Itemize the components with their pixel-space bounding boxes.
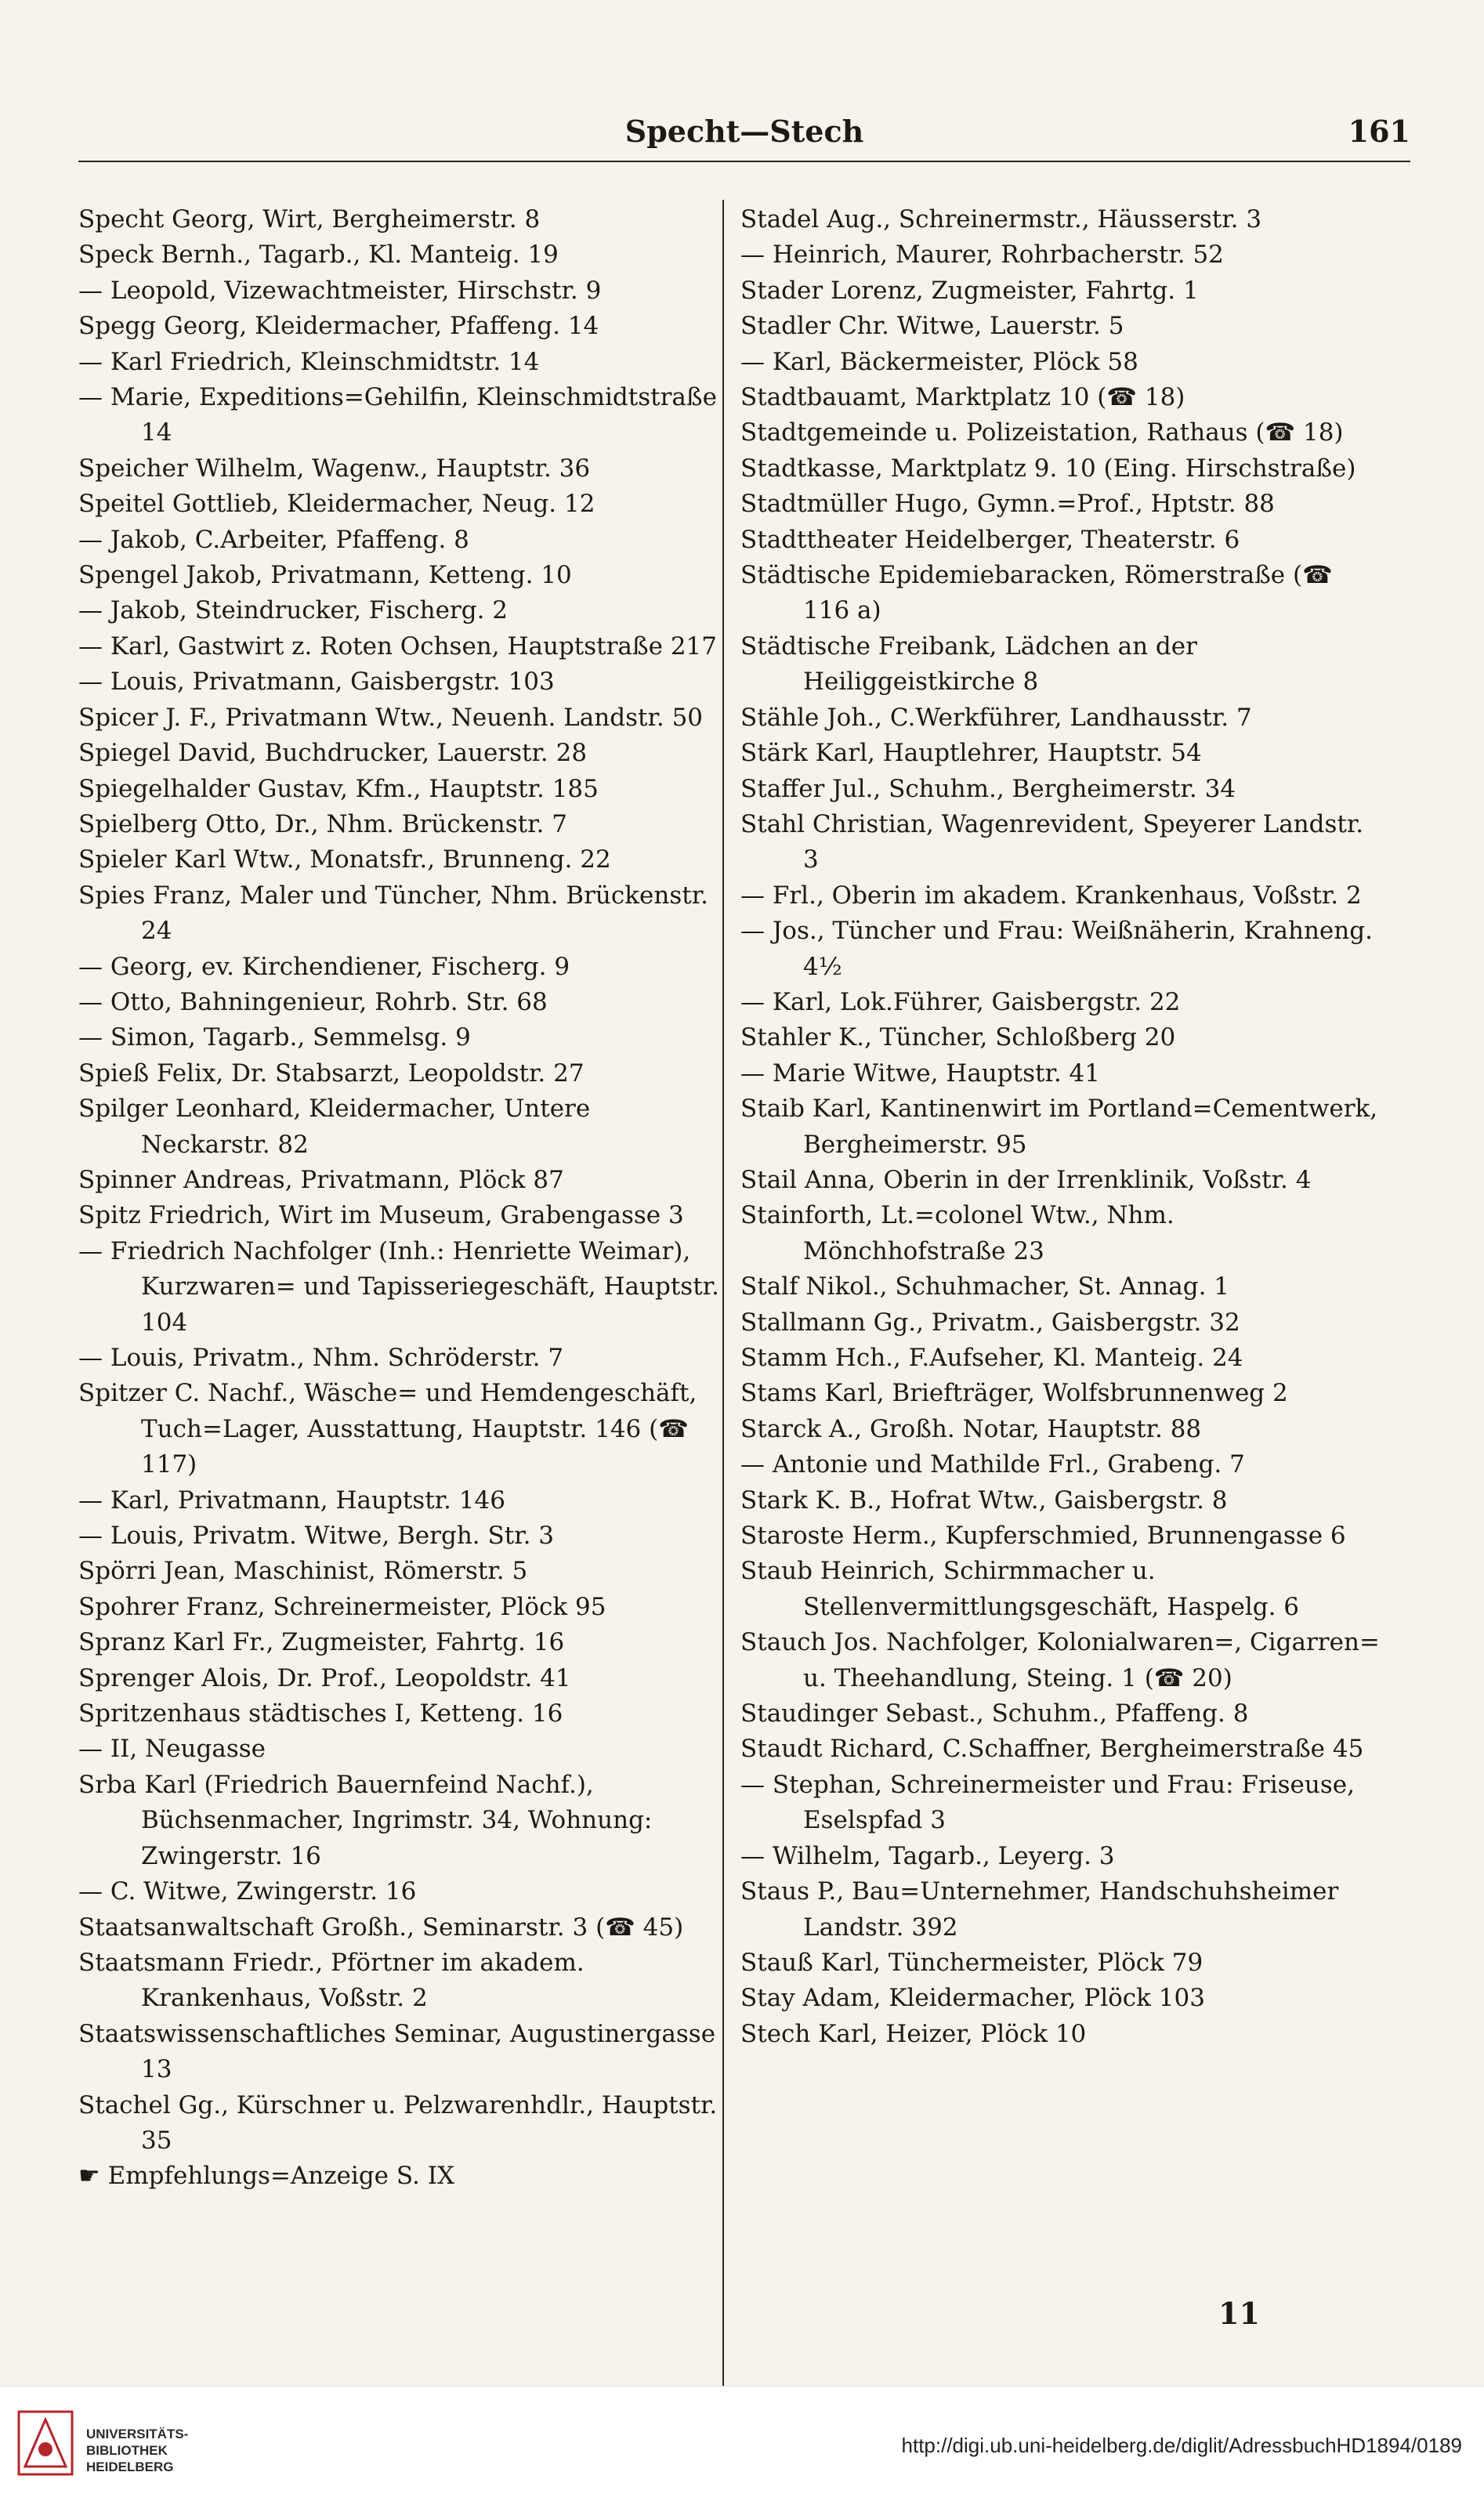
directory-entry: — Louis, Privatmann, Gaisbergstr. 103 [78, 668, 555, 697]
directory-entry: Sprenger Alois, Dr. Prof., Leopoldstr. 41 [78, 1663, 571, 1692]
directory-entry: Staus P., Bau=Unternehmer, Handschuhsheimer Landstr. 392 [740, 1877, 1339, 1942]
source-url-link[interactable]: http://digi.ub.uni-heidelberg.de/diglit/AdressbuchHD1894/0189 [901, 2434, 1462, 2457]
directory-entry: Spiegelhalder Gustav, Kfm., Hauptstr. 185 [78, 774, 599, 803]
directory-entry: Stadtkasse, Marktplatz 9. 10 (Eing. Hirschstraße) [740, 454, 1356, 483]
directory-entry: Speck Bernh., Tagarb., Kl. Manteig. 19 [78, 241, 559, 270]
directory-entry: Spohrer Franz, Schreinermeister, Plöck 95 [78, 1592, 606, 1621]
directory-entry: Spies Franz, Maler und Tüncher, Nhm. Brückenstr. 24 [78, 881, 708, 946]
directory-entry: Stauß Karl, Tünchermeister, Plöck 79 [740, 1948, 1203, 1977]
logo-line: HEIDELBERG [86, 2459, 174, 2474]
directory-entry: — Karl Friedrich, Kleinschmidtstr. 14 [78, 347, 540, 376]
directory-entry: Spitzer C. Nachf., Wäsche= und Hemdengeschäft, Tuch=Lager, Ausstattung, Hauptstr. 146 (☎ 117) [78, 1379, 697, 1479]
directory-entry: Stadler Chr. Witwe, Lauerstr. 5 [740, 312, 1124, 341]
directory-entry: Staffer Jul., Schuhm., Bergheimerstr. 34 [740, 774, 1236, 803]
library-logo[interactable] [14, 2404, 189, 2482]
directory-entry: — Heinrich, Maurer, Rohrbacherstr. 52 [740, 241, 1224, 270]
directory-entry: Staudt Richard, C.Schaffner, Bergheimerstraße 45 [740, 1735, 1364, 1764]
directory-entry: Speitel Gottlieb, Kleidermacher, Neug. 12 [78, 490, 595, 519]
directory-entry: — Jos., Tüncher und Frau: Weißnäherin, Krahneng. 4½ [740, 917, 1373, 981]
directory-entry: — Louis, Privatm., Nhm. Schröderstr. 7 [78, 1344, 564, 1372]
directory-entry: — Karl, Gastwirt z. Roten Ochsen, Hauptstraße 217 [78, 632, 717, 661]
directory-entry: Stalf Nikol., Schuhmacher, St. Annag. 1 [740, 1272, 1230, 1301]
directory-entry: Stallmann Gg., Privatm., Gaisbergstr. 32 [740, 1308, 1240, 1337]
directory-entry: Specht Georg, Wirt, Bergheimerstr. 8 [78, 205, 541, 233]
directory-entry: Stainforth, Lt.=colonel Wtw., Nhm. Mönchhofstraße 23 [740, 1201, 1175, 1265]
directory-entry: Stahl Christian, Wagenrevident, Speyerer Landstr. 3 [740, 809, 1364, 874]
page-number: 161 [1348, 114, 1410, 149]
directory-entry: Spritzenhaus städtisches I, Ketteng. 16 [78, 1699, 563, 1728]
directory-entry: Staroste Herm., Kupferschmied, Brunnengasse 6 [740, 1522, 1346, 1551]
directory-entry: Spiegel David, Buchdrucker, Lauerstr. 28 [78, 739, 588, 768]
directory-entry: Stadel Aug., Schreinermstr., Häusserstr. 3 [740, 205, 1262, 233]
directory-entry: Spengel Jakob, Privatmann, Ketteng. 10 [78, 561, 572, 590]
directory-entry: Stadtgemeinde u. Polizeistation, Rathaus (☎ 18) [740, 418, 1344, 447]
directory-entry: — Jakob, C.Arbeiter, Pfaffeng. 8 [78, 525, 469, 554]
viewer-footer [0, 2386, 1484, 2501]
directory-entry: Stech Karl, Heizer, Plöck 10 [740, 2019, 1087, 2048]
directory-entry: — Frl., Oberin im akadem. Krankenhaus, Voßstr. 2 [740, 881, 1362, 910]
directory-entry: — Georg, ev. Kirchendiener, Fischerg. 9 [78, 952, 570, 981]
right-column [740, 202, 1383, 2052]
directory-entry: Spörri Jean, Maschinist, Römerstr. 5 [78, 1557, 528, 1586]
running-title: Specht—Stech [624, 114, 864, 149]
directory-entry: — Marie, Expeditions=Gehilfin, Kleinschmidtstraße 14 [78, 383, 717, 447]
directory-entry: — Karl, Lok.Führer, Gaisbergstr. 22 [740, 987, 1181, 1016]
directory-entry: Srba Karl (Friedrich Bauernfeind Nachf.), Büchsenmacher, Ingrimstr. 34, Wohnung: Zwingerstr. 16 [78, 1770, 653, 1870]
directory-entry: Staatsanwaltschaft Großh., Seminarstr. 3 (☎ 45) [78, 1913, 684, 1942]
directory-entry: Stahler K., Tüncher, Schloßberg 20 [740, 1023, 1176, 1052]
directory-entry: — Wilhelm, Tagarb., Leyerg. 3 [740, 1841, 1115, 1870]
directory-entry: — Otto, Bahningenieur, Rohrb. Str. 68 [78, 987, 548, 1016]
directory-entry: Stadtbauamt, Marktplatz 10 (☎ 18) [740, 383, 1185, 412]
directory-entry: Stähle Joh., C.Werkführer, Landhausstr. 7 [740, 703, 1252, 732]
directory-entry: — Simon, Tagarb., Semmelsg. 9 [78, 1023, 471, 1052]
directory-entry: — Friedrich Nachfolger (Inh.: Henriette Weimar), Kurzwaren= und Tapisseriegeschäft, Hauptstr. 104 [78, 1236, 719, 1337]
directory-entry: Spranz Karl Fr., Zugmeister, Fahrtg. 16 [78, 1628, 565, 1657]
directory-entry: Städtische Epidemiebaracken, Römerstraße (☎ 116 a) [740, 561, 1333, 625]
directory-entry: — Jakob, Steindrucker, Fischerg. 2 [78, 596, 509, 625]
left-column [78, 202, 721, 2195]
library-seal-icon [14, 2404, 77, 2482]
library-name [86, 2426, 188, 2475]
directory-entry: Starck A., Großh. Notar, Hauptstr. 88 [740, 1414, 1202, 1443]
directory-entry: Stark K. B., Hofrat Wtw., Gaisbergstr. 8 [740, 1486, 1228, 1515]
directory-entry: Staib Karl, Kantinenwirt im Portland=Cementwerk, Bergheimerstr. 95 [740, 1095, 1378, 1159]
directory-entry: Staudinger Sebast., Schuhm., Pfaffeng. 8 [740, 1699, 1249, 1728]
logo-line: UNIVERSITÄTS- [86, 2427, 189, 2441]
directory-entry: Stachel Gg., Kürschner u. Pelzwarenhdlr., Hauptstr. 35 [78, 2090, 718, 2155]
directory-entry: Staatswissenschaftliches Seminar, Augustinergasse 13 [78, 2019, 716, 2084]
directory-entry: — Antonie und Mathilde Frl., Grabeng. 7 [740, 1450, 1245, 1479]
directory-entry: Stamm Hch., F.Aufseher, Kl. Manteig. 24 [740, 1344, 1243, 1372]
directory-entry: ☛ Empfehlungs=Anzeige S. IX [78, 2162, 455, 2191]
directory-entry: — Karl, Bäckermeister, Plöck 58 [740, 347, 1138, 376]
directory-entry: Stail Anna, Oberin in der Irrenklinik, Voßstr. 4 [740, 1165, 1312, 1194]
directory-entry: Stadtmüller Hugo, Gymn.=Prof., Hptstr. 88 [740, 490, 1275, 519]
logo-line: BIBLIOTHEK [86, 2443, 168, 2458]
directory-entry: Staub Heinrich, Schirmmacher u. Stellenvermittlungsgeschäft, Haspelg. 6 [740, 1557, 1300, 1621]
directory-entry: — II, Neugasse [78, 1735, 266, 1764]
directory-entry: — Karl, Privatmann, Hauptstr. 146 [78, 1486, 505, 1515]
directory-entry: Spieß Felix, Dr. Stabsarzt, Leopoldstr. 27 [78, 1059, 585, 1088]
directory-entry: Speicher Wilhelm, Wagenw., Hauptstr. 36 [78, 454, 591, 483]
directory-entry: — C. Witwe, Zwingerstr. 16 [78, 1877, 417, 1906]
directory-entry: Spegg Georg, Kleidermacher, Pfaffeng. 14 [78, 312, 599, 341]
directory-entry: Spielberg Otto, Dr., Nhm. Brückenstr. 7 [78, 809, 567, 838]
directory-entry: — Louis, Privatm. Witwe, Bergh. Str. 3 [78, 1522, 555, 1551]
directory-entry: Spieler Karl Wtw., Monatsfr., Brunneng. 22 [78, 845, 611, 874]
directory-entry: — Marie Witwe, Hauptstr. 41 [740, 1059, 1101, 1088]
directory-entry: Staatsmann Friedr., Pförtner im akadem. Krankenhaus, Voßstr. 2 [78, 1948, 585, 2013]
directory-entry: Stams Karl, Briefträger, Wolfsbrunnenweg 2 [740, 1379, 1288, 1408]
directory-entry: Spicer J. F., Privatmann Wtw., Neuenh. Landstr. 50 [78, 703, 704, 732]
directory-entry: Spilger Leonhard, Kleidermacher, Untere Neckarstr. 82 [78, 1095, 591, 1159]
directory-entry: Spinner Andreas, Privatmann, Plöck 87 [78, 1165, 564, 1194]
directory-entry: — Stephan, Schreinermeister und Frau: Friseuse, Eselspfad 3 [740, 1770, 1355, 1835]
directory-entry: Spitz Friedrich, Wirt im Museum, Grabengasse 3 [78, 1201, 684, 1230]
directory-entry: — Leopold, Vizewachtmeister, Hirschstr. 9 [78, 276, 602, 305]
directory-entry: Stauch Jos. Nachfolger, Kolonialwaren=, Cigarren= u. Theehandlung, Steing. 1 (☎ 20) [740, 1628, 1380, 1692]
directory-entry: Stay Adam, Kleidermacher, Plöck 103 [740, 1984, 1205, 2013]
page-header [78, 106, 1410, 162]
sheet-number: 11 [1218, 2296, 1260, 2331]
directory-entry: Stader Lorenz, Zugmeister, Fahrtg. 1 [740, 276, 1199, 305]
column-divider [722, 200, 724, 2472]
directory-entry: Stadttheater Heidelberger, Theaterstr. 6 [740, 525, 1240, 554]
directory-entry: Städtische Freibank, Lädchen an der Heiliggeistkirche 8 [740, 632, 1197, 697]
directory-entry: Stärk Karl, Hauptlehrer, Hauptstr. 54 [740, 739, 1202, 768]
